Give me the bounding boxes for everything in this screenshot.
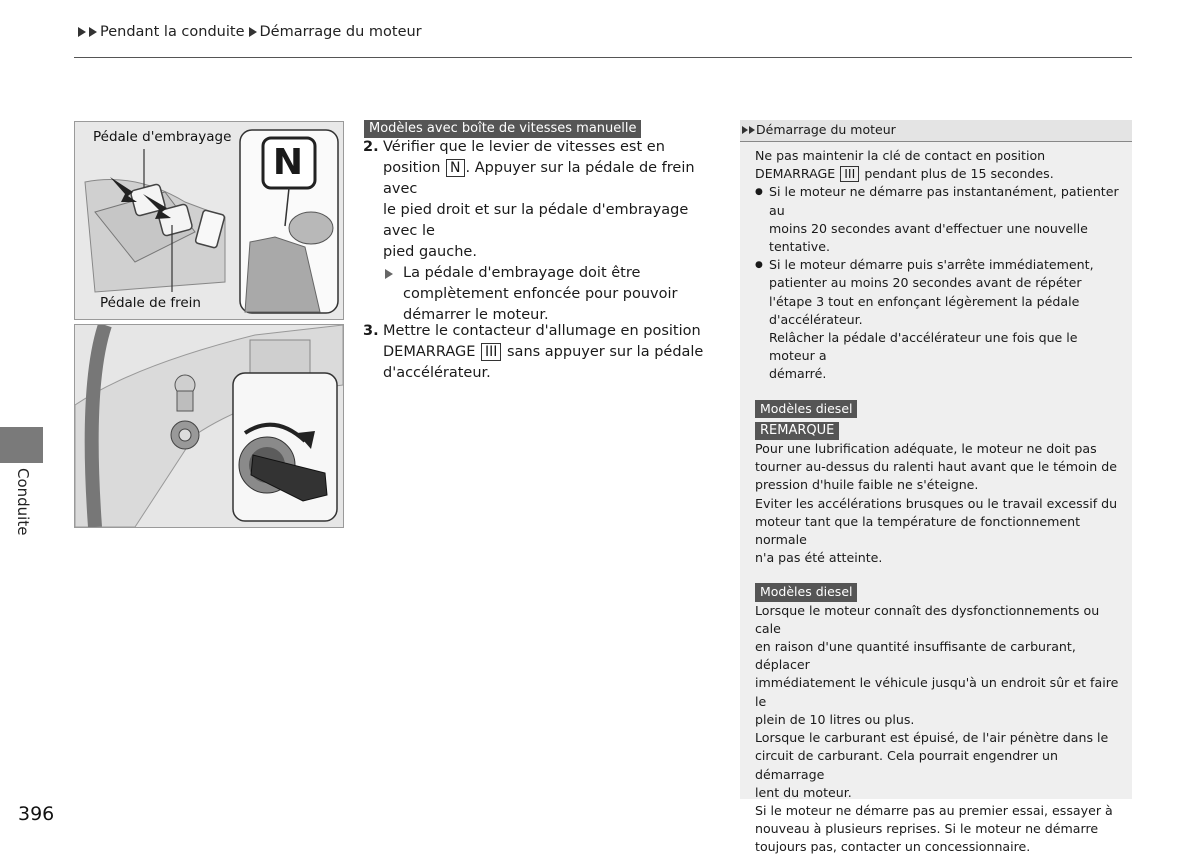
sidebar-text: pendant plus de 15 secondes.	[860, 166, 1054, 182]
brake-pedal-label: Pédale de frein	[100, 295, 201, 311]
header-rule	[74, 57, 1132, 58]
sidebar-text: DEMARRAGE	[755, 166, 840, 182]
ignition-figure	[74, 324, 344, 528]
sidebar-bullet: ● Si le moteur démarre puis s'arrête immédiatement, patienter au moins 20 secondes avant de répéter l'étape 3 tout en enfonçant légèrement la pédale d'accélérateur. Relâcher la pédale d'accélérateur une fois que le moteur a démarré.	[755, 256, 1123, 383]
step-3	[363, 321, 723, 384]
manual-models-tag: Modèles avec boîte de vitesses manuelle	[364, 120, 641, 138]
chapter-tab[interactable]	[0, 427, 43, 463]
sidebar-text: Ne pas maintenir la clé de contact en position	[755, 148, 1046, 163]
step-text: Vérifier que le levier de vitesses est en	[383, 139, 665, 155]
manual-models-tag-wrap	[364, 117, 641, 138]
step-number: 2.	[363, 139, 379, 155]
note-arrow-icon	[385, 269, 393, 279]
neutral-position-box: N	[446, 159, 464, 177]
sidebar-content	[755, 147, 1123, 857]
diesel-note-1: Pour une lubrification adéquate, le moteur ne doit pas tourner au-dessus du ralenti haut avant que le témoin de pression d'huile faible ne s'éteigne. Eviter les accélérations brusques ou le travail excessif du moteur tant que la température de fonctionnement normale n'a pas été atteinte.	[755, 441, 1118, 566]
step-2	[363, 137, 723, 326]
diesel-models-tag: Modèles diesel	[755, 400, 857, 418]
breadcrumb-section[interactable]: Pendant la conduite	[100, 24, 245, 40]
arrow-icon	[89, 27, 97, 37]
step-text: le pied droit et sur la pédale d'embrayage avec le	[383, 202, 689, 239]
start-position-box: III	[840, 166, 859, 182]
step-text: pied gauche.	[383, 244, 477, 260]
breadcrumb-topic[interactable]: Démarrage du moteur	[259, 24, 422, 40]
sidebar-header	[740, 120, 1132, 142]
step-text: position	[383, 160, 446, 176]
diesel-models-tag: Modèles diesel	[755, 583, 857, 601]
step-text: d'accélérateur.	[383, 365, 491, 381]
step-text: sans appuyer sur la pédale	[502, 344, 704, 360]
gear-neutral-letter: N	[272, 142, 304, 183]
arrow-icon	[249, 27, 257, 37]
step-text: Mettre le contacteur d'allumage en position	[383, 323, 701, 339]
sidebar-title: Démarrage du moteur	[756, 122, 896, 137]
start-position-box: III	[481, 343, 501, 361]
chapter-label: Conduite	[14, 468, 32, 536]
note-text: La pédale d'embrayage doit être	[403, 265, 641, 281]
note-text: démarrer le moteur.	[403, 307, 549, 323]
step-text: . Appuyer sur la pédale de frein avec	[383, 160, 695, 197]
diesel-note-2: Lorsque le moteur connaît des dysfonctionnements ou cale en raison d'une quantité insuffisante de carburant, déplacer immédiatement le véhicule jusqu'à un endroit sûr et faire le plein de 10 litres ou plus. Lorsque le carburant est épuisé, de l'air pénètre dans le circuit de carburant. Cela pourrait engendrer un démarrage lent du moteur. Si le moteur ne démarre pas au premier essai, essayer à nouveau à plusieurs reprises. Si le moteur ne démarre toujours pas, contacter un concessionnaire.	[755, 602, 1119, 855]
note-text: complètement enfoncée pour pouvoir	[403, 286, 678, 302]
page-number: 396	[18, 803, 55, 825]
breadcrumb	[78, 24, 422, 40]
step-number: 3.	[363, 323, 379, 339]
sidebar-bullet: ● Si le moteur ne démarre pas instantanément, patienter au moins 20 secondes avant d'effectuer une nouvelle tentative.	[755, 183, 1123, 256]
remarque-tag: REMARQUE	[755, 422, 839, 440]
step-2-note	[363, 263, 723, 326]
clutch-pedal-label: Pédale d'embrayage	[93, 129, 232, 145]
sidebar-arrow-icon	[742, 120, 756, 140]
step-text: DEMARRAGE	[383, 344, 480, 360]
arrow-icon	[78, 27, 86, 37]
